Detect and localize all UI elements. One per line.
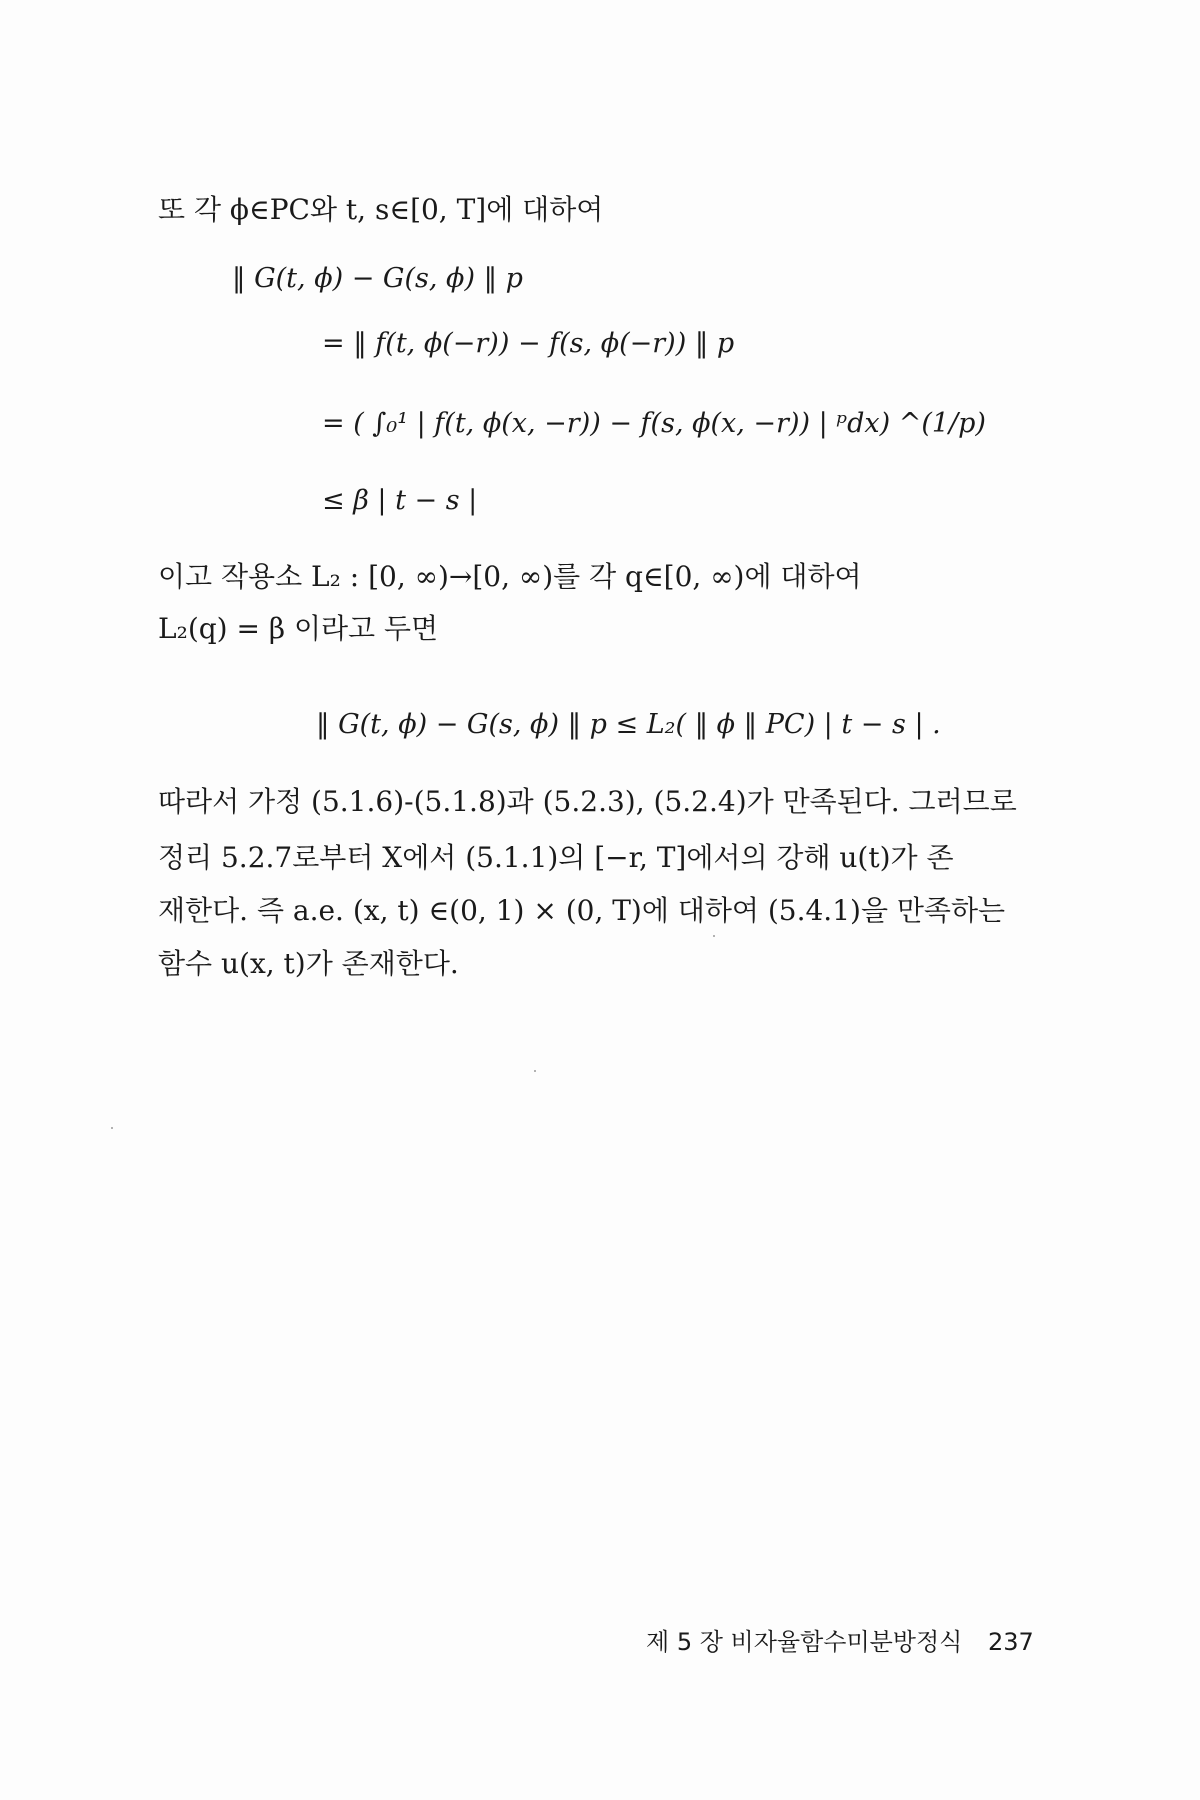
paragraph-3-line-3: 재한다. 즉 a.e. (x, t) ∈(0, 1) × (0, T)에 대하여 (5.4.1)을 만족하는 — [158, 894, 1006, 927]
equation-1-line-2: = ‖ f(t, ϕ(−r)) − f(s, ϕ(−r)) ‖ p — [322, 328, 735, 359]
speck-3 — [713, 935, 715, 937]
speck-2 — [111, 1127, 113, 1129]
equation-2: ‖ G(t, ϕ) − G(s, ϕ) ‖ p ≤ L₂( ‖ ϕ ‖ PC) | t − s | . — [316, 709, 941, 740]
equation-1-line-1: ‖ G(t, ϕ) − G(s, ϕ) ‖ p — [232, 263, 523, 294]
chapter-title: 제 5 장 비자율함수미분방정식 — [646, 1628, 963, 1656]
intro-text: 또 각 ϕ∈PC와 t, s∈[0, T]에 대하여 — [158, 193, 604, 226]
paragraph-2-line-2: L₂(q) = β 이라고 두면 — [158, 612, 439, 645]
equation-1-line-3: = ( ∫₀¹ | f(t, ϕ(x, −r)) − f(s, ϕ(x, −r)) | ᵖdx) ^(1/p) — [322, 408, 986, 439]
paragraph-3-line-2: 정리 5.2.7로부터 X에서 (5.1.1)의 [−r, T]에서의 강해 u(t)가 존 — [158, 841, 954, 874]
speck-1 — [534, 1070, 536, 1072]
paragraph-3-line-1: 따라서 가정 (5.1.6)-(5.1.8)과 (5.2.3), (5.2.4)가 만족된다. 그러므로 — [158, 785, 1017, 818]
page-number: 237 — [988, 1628, 1034, 1656]
paragraph-2-line-1: 이고 작용소 L₂ : [0, ∞)→[0, ∞)를 각 q∈[0, ∞)에 대하여 — [158, 560, 862, 593]
page-footer — [646, 1622, 1034, 1657]
paragraph-3-line-4: 함수 u(x, t)가 존재한다. — [158, 947, 459, 980]
equation-1-line-4: ≤ β | t − s | — [322, 485, 478, 516]
